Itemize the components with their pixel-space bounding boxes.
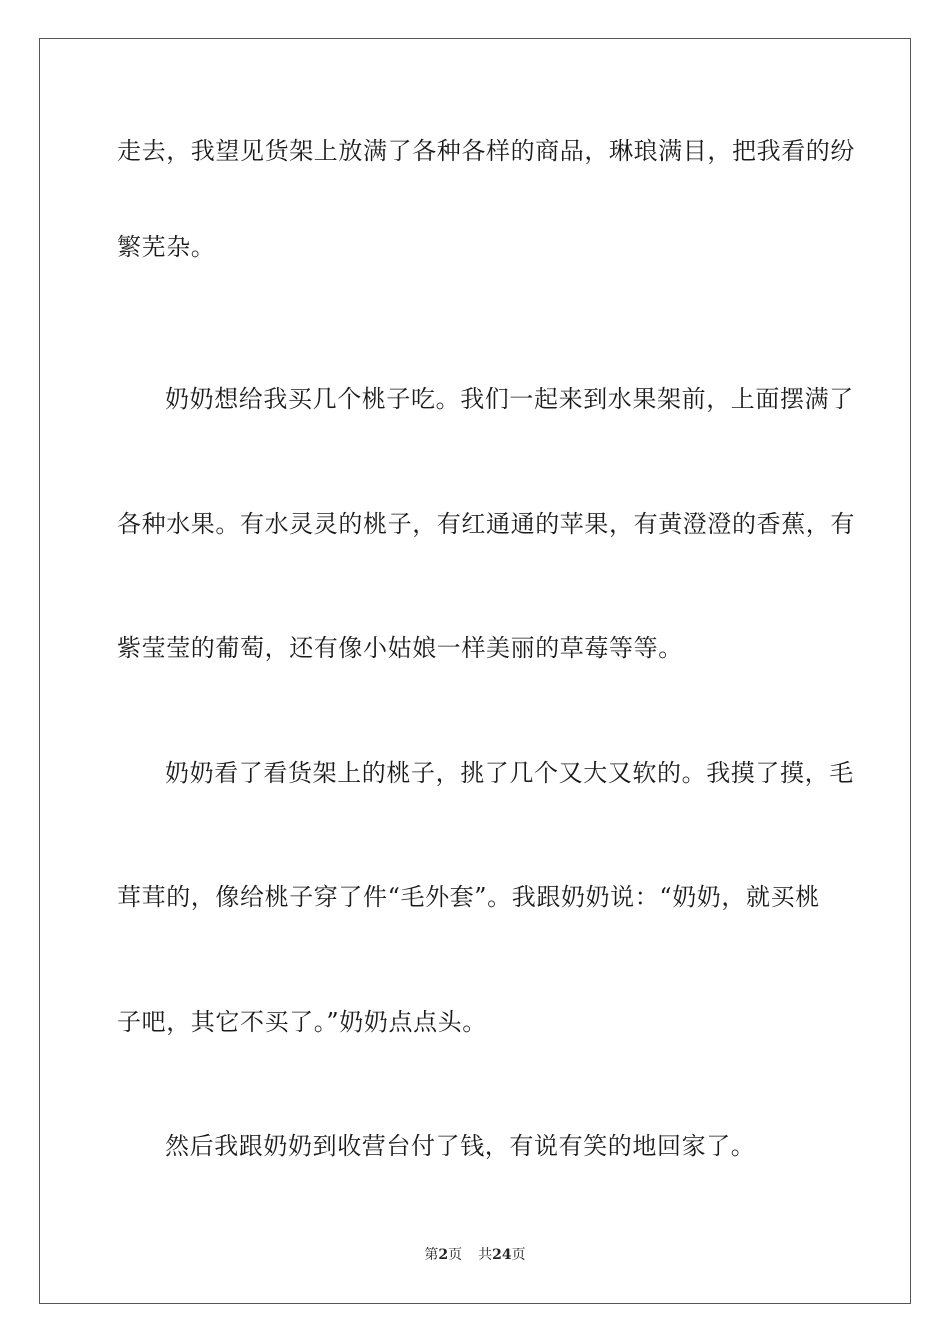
text-line-5: 紫莹莹的葡萄，还有像小姑娘一样美丽的草莓等等。 [117, 634, 683, 662]
total-pages-number: 24 [492, 1247, 512, 1263]
page-border [39, 38, 911, 1304]
page-suffix: 页 [448, 1247, 463, 1263]
text-line-9: 然后我跟奶奶到收营台付了钱，有说有笑的地回家了。 [165, 1132, 756, 1160]
total-prefix: 共 [478, 1247, 493, 1263]
text-line-3: 奶奶想给我买几个桃子吃。我们一起来到水果架前，上面摆满了 [165, 385, 854, 413]
page-prefix: 第 [424, 1247, 439, 1263]
current-page-number: 2 [438, 1247, 449, 1263]
text-line-8: 子吧，其它不买了。”奶奶点点头。 [117, 1008, 487, 1036]
text-line-1: 走去，我望见货架上放满了各种各样的商品，琳琅满目，把我看的纷 [117, 137, 855, 165]
page-footer [0, 1246, 950, 1264]
text-line-6: 奶奶看了看货架上的桃子，挑了几个又大又软的。我摸了摸，毛 [165, 759, 854, 787]
total-suffix: 页 [511, 1247, 526, 1263]
text-line-4: 各种水果。有水灵灵的桃子，有红通通的苹果，有黄澄澄的香蕉，有 [117, 510, 855, 538]
text-line-7: 茸茸的，像给桃子穿了件“毛外套”。我跟奶奶说：“奶奶，就买桃 [117, 883, 820, 911]
text-line-2: 繁芜杂。 [117, 233, 216, 261]
